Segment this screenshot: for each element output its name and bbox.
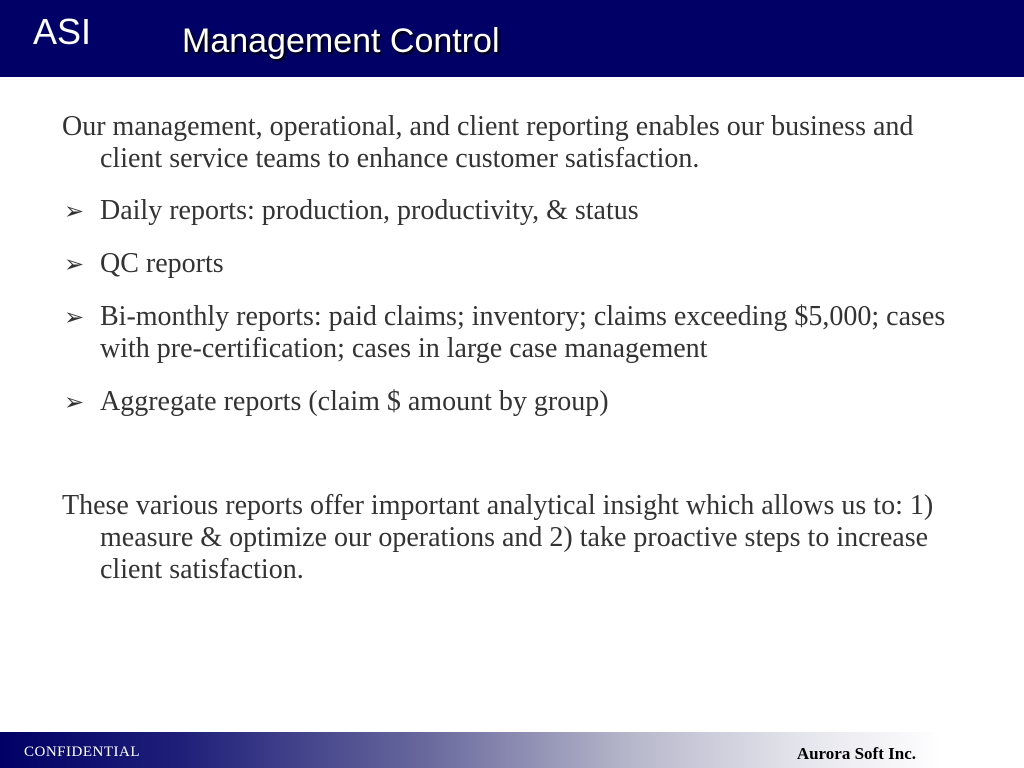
- arrow-bullet-icon: ➢: [64, 250, 85, 278]
- slide-footer: [0, 732, 1024, 768]
- bullet-list: [62, 195, 982, 418]
- bullet-item: [62, 386, 982, 418]
- company-name: Aurora Soft Inc.: [796, 744, 916, 763]
- bullet-item: [62, 301, 982, 365]
- bullet-text: Aggregate reports (claim $ amount by group): [100, 386, 609, 417]
- arrow-bullet-icon: ➢: [64, 197, 85, 225]
- slide-title: Management Control: [182, 22, 500, 60]
- arrow-bullet-icon: ➢: [64, 388, 85, 416]
- arrow-bullet-icon: ➢: [64, 303, 85, 331]
- closing-paragraph: These various reports offer important analytical insight which allows us to: 1) measure & optimize our operations and 2) take proactive steps to increase client satisfaction.: [62, 490, 934, 585]
- bullet-text: Daily reports: production, productivity, & status: [100, 195, 639, 226]
- bullet-text: Bi-monthly reports: paid claims; inventory; claims exceeding $5,000; cases with pre-certification; cases in large case management: [100, 301, 946, 364]
- logo: ASI: [33, 11, 92, 52]
- confidential-label: CONFIDENTIAL: [24, 744, 140, 760]
- bullet-text: QC reports: [100, 248, 224, 279]
- bullet-item: [62, 195, 982, 227]
- slide-header: [0, 0, 1024, 77]
- bullet-item: [62, 248, 982, 280]
- slide-content: [62, 111, 982, 586]
- intro-paragraph: Our management, operational, and client reporting enables our business and client service teams to enhance customer satisfaction.: [62, 111, 914, 174]
